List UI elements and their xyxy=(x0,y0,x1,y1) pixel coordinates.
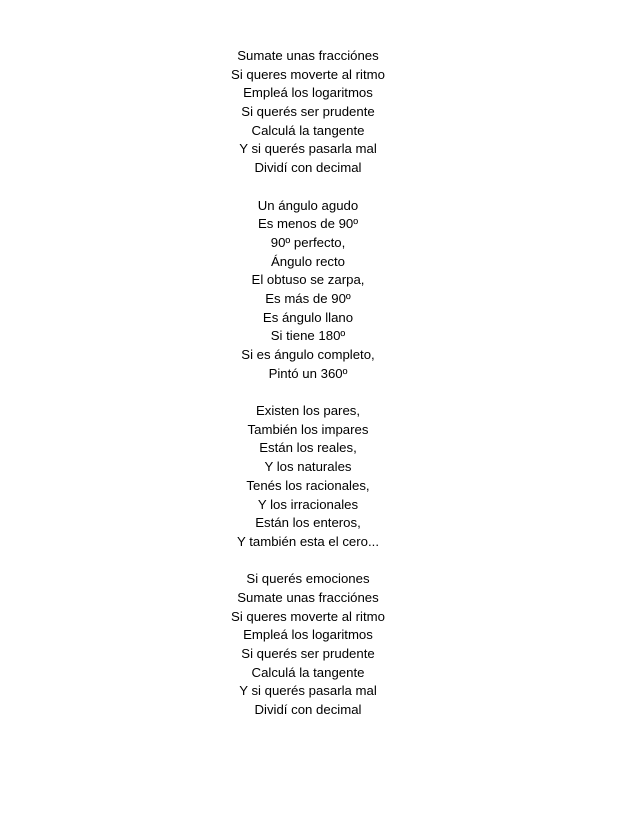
verse-line: Ángulo recto xyxy=(270,253,346,269)
verse-line: Y también esta el cero... xyxy=(237,533,379,549)
stanza-gap xyxy=(0,383,638,402)
stanza-3 xyxy=(0,402,638,552)
verse-line: Y si querés pasarla mal xyxy=(239,683,377,699)
verse-line: Sumate unas fracciónes xyxy=(237,589,379,605)
verse-line: Empleá los logaritmos xyxy=(243,627,373,643)
verse-line: Pintó un 360º xyxy=(268,365,348,381)
verse-line: Dividí con decimal xyxy=(254,702,362,718)
verse-line: Están los reales, xyxy=(259,440,357,456)
document-page xyxy=(0,47,638,720)
verse-line: Un ángulo agudo xyxy=(257,197,359,213)
verse-line: Y los naturales xyxy=(264,459,352,475)
verse-line: Si tiene 180º xyxy=(270,328,346,344)
verse-line: Si querés ser prudente xyxy=(241,104,375,120)
verse-line: Están los enteros, xyxy=(255,515,361,531)
verse-line: Si querés emociones xyxy=(246,571,370,587)
stanza-2 xyxy=(0,197,638,384)
verse-line: También los impares xyxy=(247,421,369,437)
verse-line: Es más de 90º xyxy=(265,290,351,306)
verse-line: El obtuso se zarpa, xyxy=(251,272,365,288)
verse-line: Y si querés pasarla mal xyxy=(239,141,377,157)
verse-line: Es ángulo llano xyxy=(262,309,354,325)
verse-line: Si querés ser prudente xyxy=(241,646,375,661)
verse-line: Es menos de 90º xyxy=(257,216,359,232)
verse-line: Existen los pares, xyxy=(255,403,361,419)
verse-line: Si es ángulo completo, xyxy=(241,347,375,362)
verse-line: Y los irracionales xyxy=(257,496,359,512)
verse-line: Calculá la tangente xyxy=(251,664,365,680)
verse-line: Si queres moverte al ritmo xyxy=(231,608,385,624)
verse-line: Tenés los racionales, xyxy=(246,477,370,493)
stanza-gap xyxy=(0,552,638,571)
verse-line: Dividí con decimal xyxy=(254,160,362,176)
stanza-gap xyxy=(0,178,638,197)
verse-line: Si queres moverte al ritmo xyxy=(231,66,385,82)
verse-line: Empleá los logaritmos xyxy=(243,85,373,101)
stanza-1 xyxy=(0,47,638,178)
verse-line: Calculá la tangente xyxy=(251,122,365,138)
verse-line: Sumate unas fracciónes xyxy=(237,48,379,63)
stanza-4 xyxy=(0,570,638,720)
verse-line: 90º perfecto, xyxy=(270,234,346,250)
